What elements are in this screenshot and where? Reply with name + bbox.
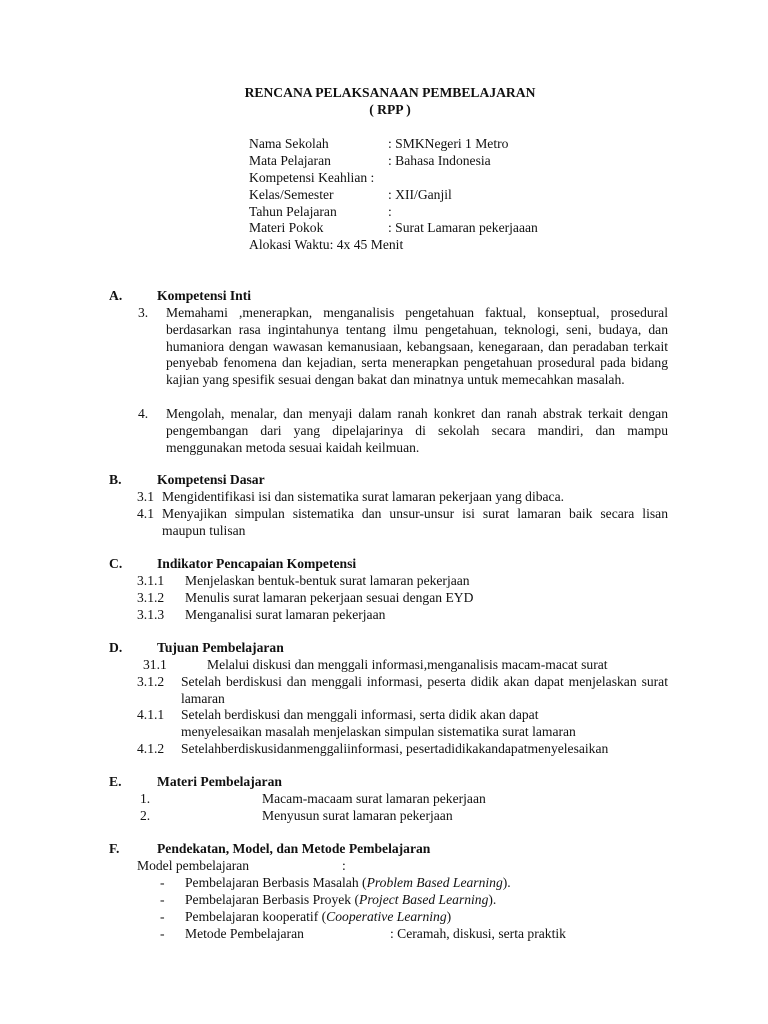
info-label-year: Tahun Pelajaran [249, 204, 337, 219]
section-e-heading: Materi Pembelajaran [157, 774, 282, 789]
model-label: Model pembelajaran [137, 858, 250, 873]
bullet: - [160, 875, 165, 890]
section-d-item-text: Melalui diskusi dan menggali informasi,menganalisis macam-macat surat [207, 657, 608, 672]
section-c-item-text: Menjelaskan bentuk-bentuk surat lamaran pekerjaan [185, 573, 470, 588]
model-item: Pembelajaran kooperatif (Cooperative Learning) [185, 909, 452, 924]
section-c-item-text: Menganalisi surat lamaran pekerjaan [185, 607, 386, 622]
section-d-item-num: 4.1.1 [137, 707, 165, 722]
section-b-heading: Kompetensi Dasar [157, 472, 265, 487]
model-item: Pembelajaran Berbasis Masalah (Problem Based Learning). [185, 875, 511, 890]
info-label-competency: Kompetensi Keahlian : [249, 170, 375, 185]
info-label-subject: Mata Pelajaran [249, 153, 331, 168]
method-value: : Ceramah, diskusi, serta praktik [390, 926, 566, 941]
section-f-letter: F. [109, 841, 120, 856]
info-label-time: Alokasi Waktu: 4x 45 Menit [249, 237, 404, 252]
info-value-subject: : Bahasa Indonesia [388, 153, 491, 168]
section-e-item-num: 2. [140, 808, 151, 823]
section-d-item-num: 31.1 [143, 657, 167, 672]
section-a-letter: A. [109, 288, 123, 303]
info-value-class: : XII/Ganjil [388, 187, 452, 202]
section-a-item-text: Memahami ,menerapkan, menganalisis pengetahuan faktual, konseptual, prosedural berdasarkan rasa ingintahunya tentang ilmu pengetahuan, teknologi, seni, budaya, dan humaniora dengan wawasan kemanusiaan, kebangsaan, kenegaraan, dan peradaban terkait penyebab fenomena dan kejadian, serta menerapkan pengetahuan prosedural pada bidang kajian yang spesifik sesuai dengan bakat dan minatnya untuk memecahkan masalah. [166, 305, 668, 388]
section-d-item-text: Setelah berdiskusi dan menggali informasi, peserta didik akan dapat menjelaskan surat lamaran [181, 674, 668, 706]
model-colon: : [342, 858, 346, 873]
section-b-letter: B. [109, 472, 122, 487]
section-d-letter: D. [109, 640, 123, 655]
section-d-item-text: Setelah berdiskusi dan menggali informasi, serta didik akan dapat [181, 707, 539, 722]
document-subtitle: ( RPP ) [369, 102, 411, 117]
method-label: Metode Pembelajaran [185, 926, 304, 941]
section-e-item-num: 1. [140, 791, 151, 806]
info-value-school: : SMKNegeri 1 Metro [388, 136, 509, 151]
section-a-item-num: 3. [138, 305, 149, 320]
bullet: - [160, 926, 165, 941]
section-d-item-text-cont: menyelesaikan masalah menjelaskan simpulan sistematika surat lamaran [181, 724, 576, 739]
section-c-letter: C. [109, 556, 123, 571]
section-c-item-num: 3.1.1 [137, 573, 165, 588]
section-f-heading: Pendekatan, Model, dan Metode Pembelajaran [157, 841, 431, 856]
section-c-item-num: 3.1.3 [137, 607, 165, 622]
section-c-item-text: Menulis surat lamaran pekerjaan sesuai dengan EYD [185, 590, 474, 605]
model-item: Pembelajaran Berbasis Proyek (Project Based Learning). [185, 892, 497, 907]
info-label-topic: Materi Pokok [249, 220, 324, 235]
section-b-item-num: 3.1 [137, 489, 154, 504]
info-label-class: Kelas/Semester [249, 187, 334, 202]
bullet: - [160, 892, 165, 907]
section-a-heading: Kompetensi Inti [157, 288, 252, 303]
section-d-item-text: Setelahberdiskusidanmenggaliinformasi, pesertadidikakandapatmenyelesaikan [181, 741, 609, 756]
info-value-topic: : Surat Lamaran pekerjaaan [388, 220, 538, 235]
info-label-school: Nama Sekolah [249, 136, 329, 151]
section-c-heading: Indikator Pencapaian Kompetensi [157, 556, 357, 571]
info-value-year: : [388, 204, 392, 219]
document-title: RENCANA PELAKSANAAN PEMBELAJARAN [244, 85, 536, 100]
section-c-item-num: 3.1.2 [137, 590, 165, 605]
bullet: - [160, 909, 165, 924]
section-e-item-text: Macam-macaam surat lamaran pekerjaan [262, 791, 486, 806]
section-d-item-num: 4.1.2 [137, 741, 165, 756]
section-e-item-text: Menyusun surat lamaran pekerjaan [262, 808, 453, 823]
section-b-item-text: Menyajikan simpulan sistematika dan unsur-unsur isi surat lamaran baik secara lisan maupun tulisan [162, 506, 668, 538]
section-d-heading: Tujuan Pembelajaran [157, 640, 284, 655]
section-e-letter: E. [109, 774, 122, 789]
section-b-item-text: Mengidentifikasi isi dan sistematika surat lamaran pekerjaan yang dibaca. [162, 489, 565, 504]
section-b-item-num: 4.1 [137, 506, 154, 521]
section-a-item-text: Mengolah, menalar, dan menyaji dalam ranah konkret dan ranah abstrak terkait dengan pengembangan dari yang dipelajarinya di sekolah secara mandiri, dan mampu menggunakan metoda sesuai kaidah keilmuan. [166, 406, 668, 455]
section-a-item-num: 4. [138, 406, 149, 421]
section-d-item-num: 3.1.2 [137, 674, 165, 689]
